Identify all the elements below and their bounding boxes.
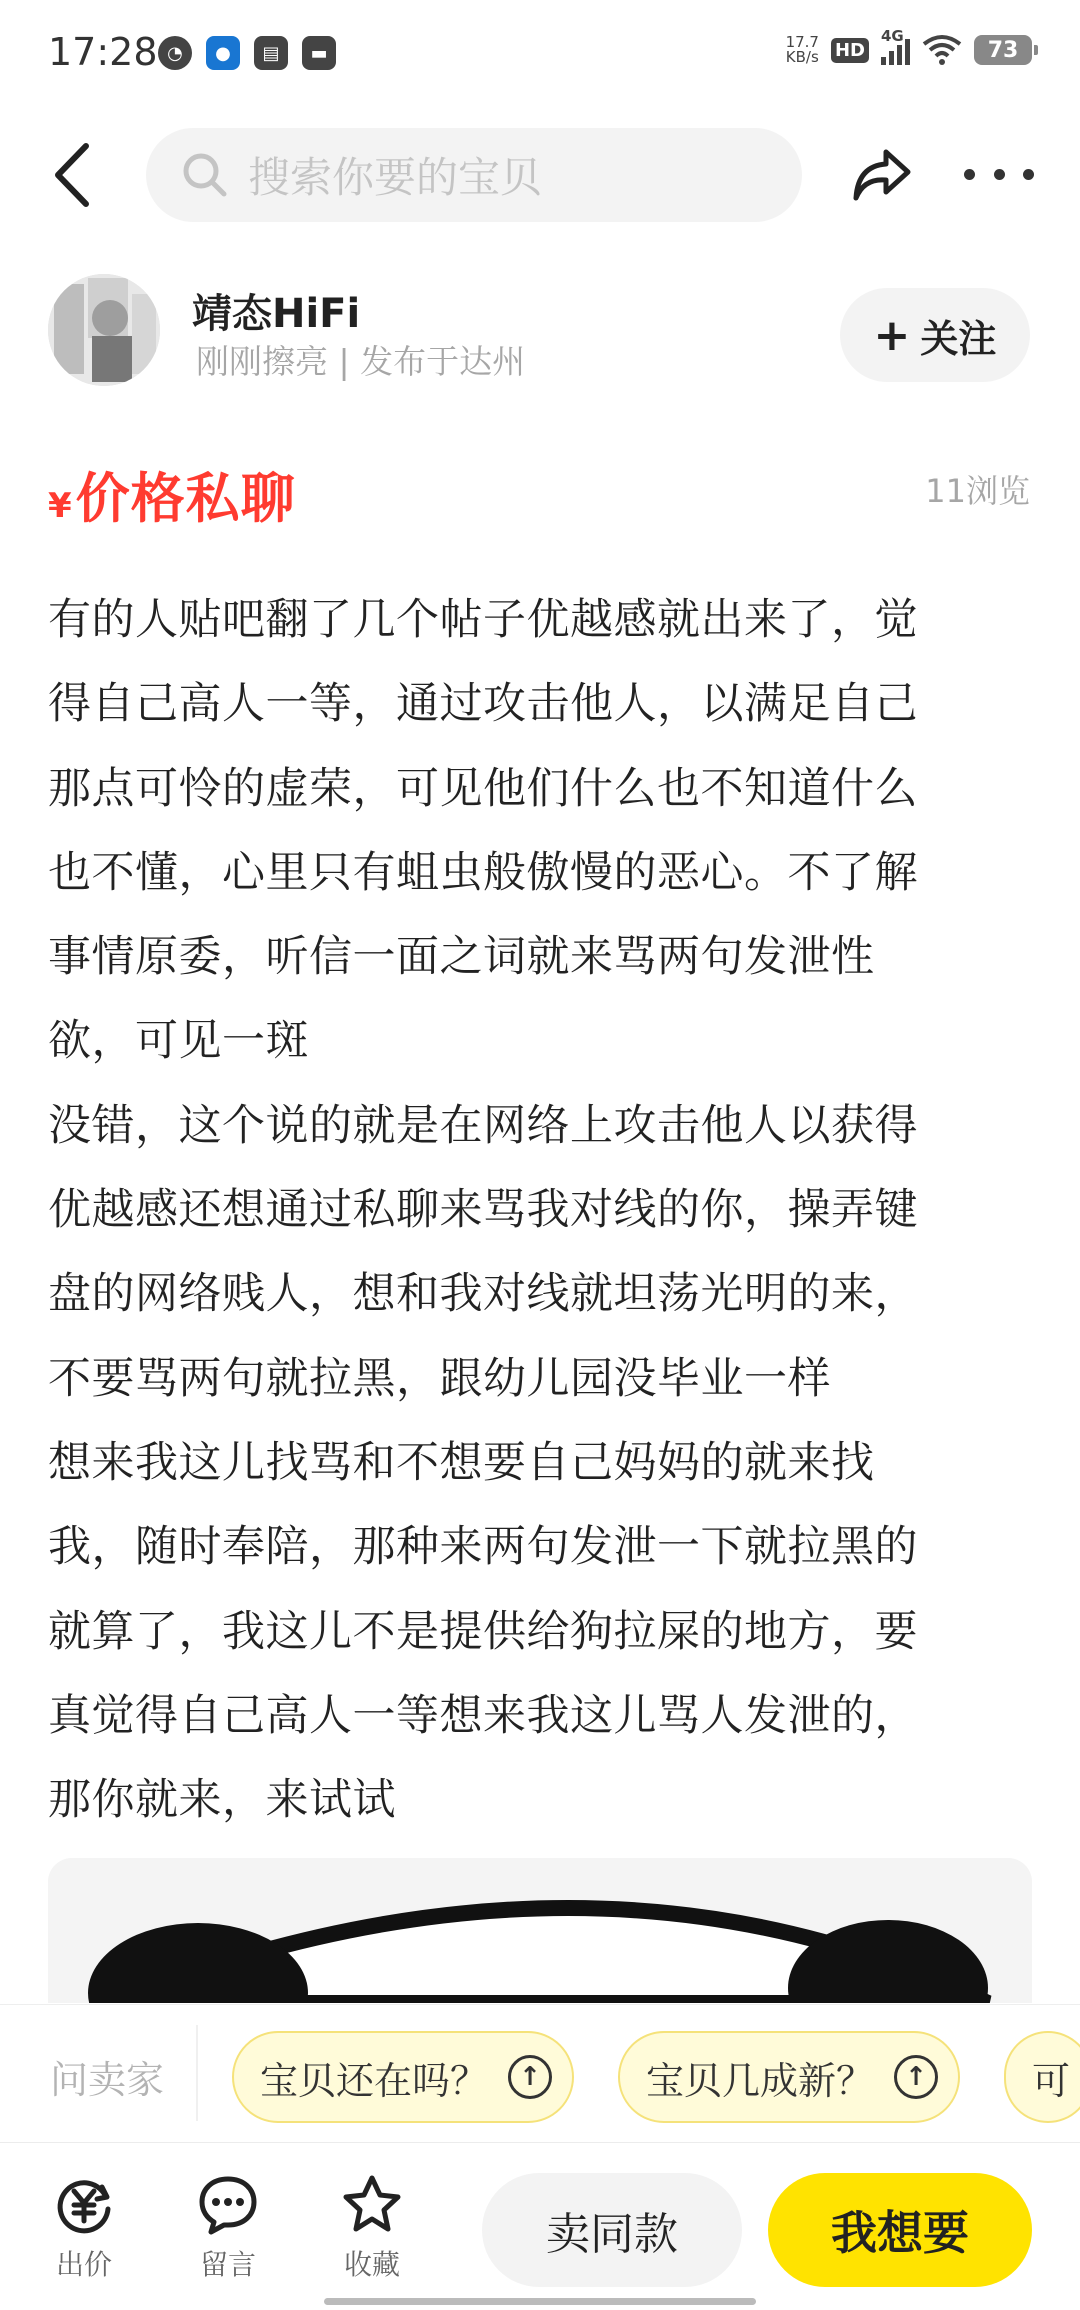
description-line: 事情原委，听信一面之词就来骂两句发泄性	[48, 932, 875, 983]
more-options-icon[interactable]	[964, 150, 1034, 198]
quick-question-chip[interactable]	[232, 2031, 574, 2123]
price-text: 价格私聊	[75, 467, 296, 530]
description-line: 没错，这个说的就是在网络上攻击他人以获得	[48, 1100, 918, 1151]
avatar-image	[48, 274, 160, 386]
bottom-action-bar	[0, 2142, 1080, 2310]
i-want-button[interactable]: 我想要	[768, 2173, 1032, 2287]
speedometer-icon: ◔	[158, 36, 192, 70]
quick-question-chip[interactable]	[1004, 2031, 1080, 2123]
search-placeholder: 搜索你要的宝贝	[248, 153, 543, 202]
chip-label: 宝贝几成新？	[646, 2058, 875, 2103]
panda-image	[48, 1858, 1032, 2003]
description-line: 得自己高人一等，通过攻击他人，以满足自己	[48, 679, 918, 730]
ask-seller-bar	[0, 2004, 1080, 2140]
arrow-up-icon: ↑	[508, 2055, 552, 2099]
offer-label: 出价	[55, 2248, 112, 2281]
offer-button[interactable]	[44, 2173, 124, 2283]
description-line: 那点可怜的虚荣，可见他们什么也不知道什么	[48, 763, 918, 814]
sell-same-button[interactable]: 卖同款	[482, 2173, 742, 2287]
chat-bubble-icon	[196, 2173, 260, 2237]
seller-meta: 刚刚擦亮 | 发布于达州	[196, 342, 526, 381]
favorite-button[interactable]	[332, 2173, 412, 2283]
hd-badge: HD	[831, 38, 869, 63]
description-line: 也不懂，心里只有蛆虫般傲慢的恶心。不了解	[48, 847, 918, 898]
description-line: 真觉得自己高人一等想来我这儿骂人发泄的，	[48, 1690, 918, 1741]
message-icon: ▤	[254, 36, 288, 70]
net-speed-unit: KB/s	[785, 48, 819, 66]
status-time: 17:28	[48, 30, 158, 74]
description-line: 优越感还想通过私聊来骂我对线的你，操弄键	[48, 1185, 918, 1236]
comment-label: 留言	[199, 2248, 256, 2281]
status-bar	[0, 0, 1080, 110]
description-line: 欲，可见一斑	[48, 1016, 309, 1067]
search-input[interactable]	[146, 128, 802, 222]
chip-label: 宝贝还在吗？	[260, 2058, 489, 2103]
ask-seller-label: 问卖家	[50, 2058, 165, 2102]
quick-question-chip[interactable]	[618, 2031, 960, 2123]
star-icon	[340, 2173, 404, 2237]
follow-label: 关注	[920, 316, 997, 361]
follow-button[interactable]	[840, 288, 1030, 382]
inbox-icon: ▬	[302, 36, 336, 70]
back-icon[interactable]	[48, 140, 98, 210]
app-notification-icon: ●	[206, 36, 240, 70]
description-line: 就算了，我这儿不是提供给狗拉屎的地方，要	[48, 1606, 918, 1657]
product-photo[interactable]	[48, 1858, 1032, 2003]
avatar[interactable]	[48, 274, 160, 386]
description-line: 那你就来，来试试	[48, 1775, 396, 1826]
battery-icon: 73	[974, 35, 1032, 65]
share-icon[interactable]	[850, 142, 914, 206]
wifi-icon	[922, 34, 962, 66]
view-count: 11浏览	[925, 472, 1030, 510]
seller-name[interactable]: 靖态HiFi	[192, 291, 361, 337]
cellular-signal-icon	[881, 27, 910, 65]
notification-icons	[158, 36, 336, 70]
description-line: 有的人贴吧翻了几个帖子优越感就出来了，觉	[48, 595, 918, 645]
description-line: 想来我这儿找骂和不想要自己妈妈的就来找	[48, 1437, 875, 1488]
description-line: 我，随时奉陪，那种来两句发泄一下就拉黑的	[48, 1522, 918, 1573]
plus-icon: +	[873, 309, 911, 361]
price-symbol: ¥	[48, 486, 72, 526]
description-line: 盘的网络贱人，想和我对线就坦荡光明的来，	[48, 1269, 918, 1320]
arrow-up-icon: ↑	[894, 2055, 938, 2099]
yuan-circle-icon	[52, 2173, 116, 2237]
divider	[196, 2025, 198, 2121]
description	[48, 578, 1038, 1842]
net-speed-value: 17.7	[785, 33, 819, 51]
chip-label: 可	[1032, 2058, 1071, 2103]
net-speed	[786, 35, 819, 65]
search-icon	[182, 152, 228, 198]
description-line: 不要骂两句就拉黑，跟幼儿园没毕业一样	[48, 1353, 831, 1404]
home-indicator[interactable]	[324, 2298, 756, 2305]
status-right	[785, 27, 1032, 66]
comment-button[interactable]	[188, 2173, 268, 2283]
network-type: 4G	[881, 27, 904, 45]
price	[48, 456, 296, 533]
favorite-label: 收藏	[343, 2248, 400, 2281]
